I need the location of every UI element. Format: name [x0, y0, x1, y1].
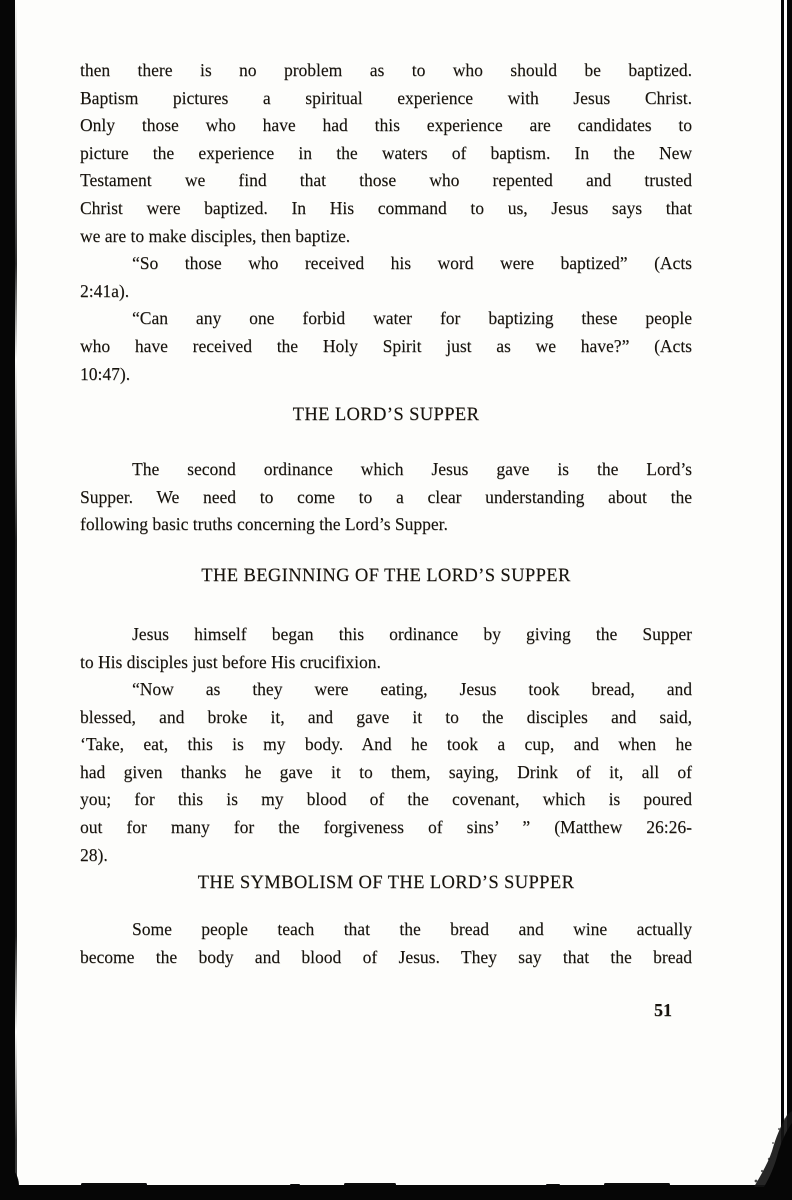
text-line: following basic truths concerning the Lord’s Supper. [80, 514, 448, 535]
text-line: we are to make disciples, then baptize. [80, 225, 351, 246]
text-line: picture the experience in the waters of baptism. In the New [80, 142, 692, 163]
text-line: Christ were baptized. In His command to us, Jesus says that [80, 197, 692, 218]
text-line: The second ordinance which Jesus gave is the Lord’s [132, 459, 692, 480]
text-line: 10:47). [80, 363, 131, 384]
paragraph [80, 305, 692, 388]
page-edge-line-inner [781, 0, 784, 1200]
page-edge-line-outer [787, 0, 792, 1200]
text-line: who have received the Holy Spirit just as we have?” (Acts [80, 335, 692, 356]
text-column [80, 57, 692, 1025]
text-line: then there is no problem as to who should be baptized. [80, 60, 692, 80]
bottom-scan-bar [0, 1185, 792, 1200]
text-line: Baptism pictures a spiritual experience with Jesus Christ. [80, 87, 692, 108]
paragraph [80, 57, 692, 250]
section-heading: THE SYMBOLISM OF THE LORD’S SUPPER [197, 873, 575, 894]
text-line: Some people teach that the bread and wine actually [132, 919, 692, 940]
paragraph [80, 621, 692, 676]
text-line: “So those who received his word were baptized” (Acts [132, 253, 692, 274]
paragraph [80, 676, 692, 869]
text-line: blessed, and broke it, and gave it to the disciples and said, [80, 706, 692, 727]
paragraph [80, 250, 692, 305]
text-line: Jesus himself began this ordinance by giving the Supper [132, 623, 692, 644]
text-line: “Now as they were eating, Jesus took bread, and [132, 679, 692, 700]
text-line: ‘Take, eat, this is my body. And he took a cup, and when he [80, 734, 692, 755]
section-heading: THE LORD’S SUPPER [292, 405, 480, 426]
text-line: 2:41a). [80, 280, 130, 301]
paragraph [80, 916, 692, 971]
text-line: Only those who have had this experience are candidates to [80, 115, 692, 136]
paragraph [80, 456, 692, 539]
text-line: Testament we find that those who repented and trusted [80, 170, 692, 191]
text-line: become the body and blood of Jesus. They say that the bread [80, 946, 692, 967]
page-number: 51 [654, 1000, 672, 1021]
text-line: you; for this is my blood of the covenant, which is poured [80, 789, 692, 810]
text-line: 28). [80, 844, 108, 865]
scan-gutter-bar [0, 0, 15, 1200]
text-line: to His disciples just before His crucifixion. [80, 651, 381, 672]
text-line: out for many for the forgiveness of sins’ ” (Matthew 26:26- [80, 817, 692, 838]
text-line: had given thanks he gave it to them, saying, Drink of it, all of [80, 761, 692, 782]
text-line: “Can any one forbid water for baptizing these people [132, 308, 692, 329]
ink-smudge [742, 1107, 792, 1187]
section-heading: THE BEGINNING OF THE LORD’S SUPPER [201, 565, 571, 586]
text-line: Supper. We need to come to a clear understanding about the [80, 486, 692, 507]
